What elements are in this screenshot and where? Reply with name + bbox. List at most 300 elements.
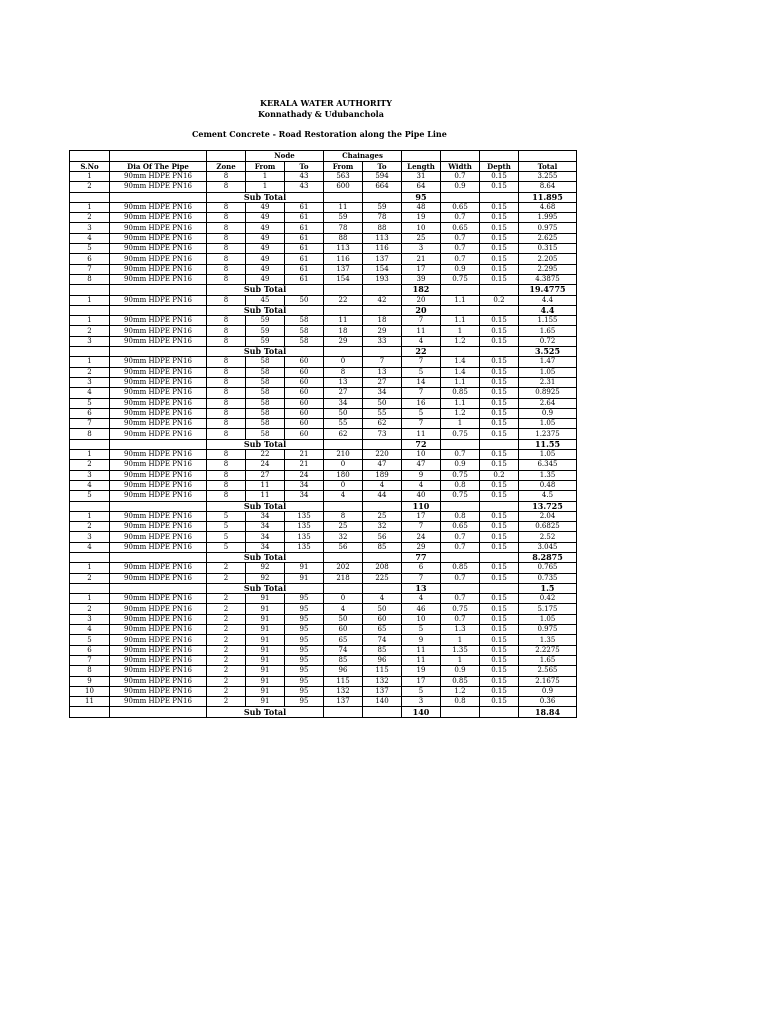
dia-cell: 90mm HDPE PN16 bbox=[110, 542, 207, 552]
node-from-cell: 34 bbox=[246, 542, 285, 552]
dia-cell: 90mm HDPE PN16 bbox=[110, 460, 207, 470]
width-cell: 0.75 bbox=[441, 274, 480, 284]
length-cell: 46 bbox=[402, 604, 441, 614]
document-subtitle: Cement Concrete - Road Restoration along the Pipe Line bbox=[192, 129, 447, 139]
node-from-cell: 49 bbox=[246, 223, 285, 233]
document-location: Konnathady & Udubanchola bbox=[258, 109, 384, 119]
sno-cell: 8 bbox=[70, 429, 110, 439]
depth-cell: 0.15 bbox=[480, 645, 519, 655]
node-from-cell: 49 bbox=[246, 274, 285, 284]
chain-from-cell: 180 bbox=[324, 470, 363, 480]
sno-cell: 2 bbox=[70, 326, 110, 336]
zone-cell: 2 bbox=[207, 686, 246, 696]
depth-cell: 0.15 bbox=[480, 532, 519, 542]
empty-cell bbox=[110, 192, 207, 202]
dia-cell: 90mm HDPE PN16 bbox=[110, 666, 207, 676]
table-row bbox=[70, 408, 577, 418]
table-row bbox=[70, 604, 577, 614]
depth-cell: 0.15 bbox=[480, 316, 519, 326]
total-cell: 4.68 bbox=[519, 202, 577, 212]
table-row bbox=[70, 542, 577, 552]
chain-to-cell: 25 bbox=[363, 511, 402, 521]
depth-cell: 0.15 bbox=[480, 491, 519, 501]
subtotal-label: Sub Total bbox=[207, 552, 324, 562]
empty-cell bbox=[363, 192, 402, 202]
empty-cell bbox=[441, 552, 480, 562]
width-cell: 0.75 bbox=[441, 604, 480, 614]
node-from-cell: 91 bbox=[246, 614, 285, 624]
dia-cell: 90mm HDPE PN16 bbox=[110, 573, 207, 583]
node-from-cell: 58 bbox=[246, 357, 285, 367]
chain-to-cell: 60 bbox=[363, 614, 402, 624]
node-from-cell: 91 bbox=[246, 625, 285, 635]
length-cell: 9 bbox=[402, 470, 441, 480]
depth-cell: 0.15 bbox=[480, 223, 519, 233]
total-cell: 3.255 bbox=[519, 172, 577, 182]
node-from-cell: 11 bbox=[246, 480, 285, 490]
empty-cell bbox=[110, 285, 207, 295]
zone-cell: 8 bbox=[207, 213, 246, 223]
table-row bbox=[70, 388, 577, 398]
total-cell: 2.625 bbox=[519, 233, 577, 243]
chain-from-cell: 0 bbox=[324, 357, 363, 367]
depth-cell: 0.15 bbox=[480, 213, 519, 223]
width-cell: 1.1 bbox=[441, 377, 480, 387]
length-cell: 17 bbox=[402, 264, 441, 274]
width-cell: 0.85 bbox=[441, 676, 480, 686]
chain-to-cell: 85 bbox=[363, 645, 402, 655]
chain-to-cell: 59 bbox=[363, 202, 402, 212]
zone-cell: 8 bbox=[207, 429, 246, 439]
empty-cell bbox=[363, 305, 402, 315]
depth-cell: 0.2 bbox=[480, 295, 519, 305]
zone-cell: 2 bbox=[207, 676, 246, 686]
length-cell: 17 bbox=[402, 676, 441, 686]
total-cell: 8.64 bbox=[519, 182, 577, 192]
zone-cell: 2 bbox=[207, 635, 246, 645]
total-cell: 0.735 bbox=[519, 573, 577, 583]
width-cell: 0.7 bbox=[441, 542, 480, 552]
sno-cell: 8 bbox=[70, 274, 110, 284]
sno-cell: 6 bbox=[70, 645, 110, 655]
node-from-cell: 91 bbox=[246, 697, 285, 707]
chain-from-cell: 0 bbox=[324, 460, 363, 470]
dia-cell: 90mm HDPE PN16 bbox=[110, 686, 207, 696]
width-cell: 0.75 bbox=[441, 429, 480, 439]
length-cell: 5 bbox=[402, 367, 441, 377]
sno-cell: 2 bbox=[70, 367, 110, 377]
zone-cell: 8 bbox=[207, 274, 246, 284]
zone-cell: 5 bbox=[207, 511, 246, 521]
table-row bbox=[70, 274, 577, 284]
table-row bbox=[70, 645, 577, 655]
node-from-cell: 59 bbox=[246, 336, 285, 346]
node-from-cell: 92 bbox=[246, 573, 285, 583]
depth-cell: 0.15 bbox=[480, 511, 519, 521]
total-cell: 1.05 bbox=[519, 419, 577, 429]
table-row bbox=[70, 655, 577, 665]
length-cell: 5 bbox=[402, 686, 441, 696]
zone-cell: 8 bbox=[207, 172, 246, 182]
empty-cell bbox=[324, 192, 363, 202]
node-from-cell: 91 bbox=[246, 645, 285, 655]
zone-cell: 8 bbox=[207, 295, 246, 305]
subtotal-label: Sub Total bbox=[207, 501, 324, 511]
chain-from-cell: 18 bbox=[324, 326, 363, 336]
depth-cell: 0.15 bbox=[480, 377, 519, 387]
chain-to-cell: 113 bbox=[363, 233, 402, 243]
depth-cell: 0.15 bbox=[480, 594, 519, 604]
sno-cell: 7 bbox=[70, 419, 110, 429]
empty-cell bbox=[110, 552, 207, 562]
empty-cell bbox=[110, 305, 207, 315]
chain-from-cell: 85 bbox=[324, 655, 363, 665]
sno-cell: 5 bbox=[70, 244, 110, 254]
table-row bbox=[70, 223, 577, 233]
chain-to-cell: 65 bbox=[363, 625, 402, 635]
zone-cell: 2 bbox=[207, 604, 246, 614]
node-from-cell: 49 bbox=[246, 202, 285, 212]
width-cell: 0.75 bbox=[441, 491, 480, 501]
length-cell: 4 bbox=[402, 594, 441, 604]
depth-cell: 0.15 bbox=[480, 367, 519, 377]
depth-cell: 0.15 bbox=[480, 563, 519, 573]
length-cell: 25 bbox=[402, 233, 441, 243]
total-cell: 0.975 bbox=[519, 223, 577, 233]
zone-cell: 8 bbox=[207, 254, 246, 264]
width-cell: 0.8 bbox=[441, 511, 480, 521]
dia-cell: 90mm HDPE PN16 bbox=[110, 377, 207, 387]
sno-cell: 4 bbox=[70, 542, 110, 552]
depth-cell: 0.15 bbox=[480, 244, 519, 254]
empty-cell bbox=[324, 285, 363, 295]
subtotal-length: 95 bbox=[402, 192, 441, 202]
chain-from-cell: 563 bbox=[324, 172, 363, 182]
chain-from-cell: 132 bbox=[324, 686, 363, 696]
chain-to-cell: 73 bbox=[363, 429, 402, 439]
node-from-cell: 49 bbox=[246, 213, 285, 223]
zone-cell: 8 bbox=[207, 336, 246, 346]
total-cell: 1.05 bbox=[519, 450, 577, 460]
dia-cell: 90mm HDPE PN16 bbox=[110, 604, 207, 614]
subtotal-label: Sub Total bbox=[207, 305, 324, 315]
dia-cell: 90mm HDPE PN16 bbox=[110, 336, 207, 346]
node-to-cell: 58 bbox=[285, 336, 324, 346]
sno-cell: 2 bbox=[70, 573, 110, 583]
width-cell: 1 bbox=[441, 655, 480, 665]
sno-cell: 2 bbox=[70, 604, 110, 614]
total-cell: 0.8925 bbox=[519, 388, 577, 398]
empty-cell bbox=[70, 583, 110, 593]
node-from-cell: 58 bbox=[246, 367, 285, 377]
length-cell: 5 bbox=[402, 625, 441, 635]
zone-cell: 2 bbox=[207, 563, 246, 573]
dia-cell: 90mm HDPE PN16 bbox=[110, 254, 207, 264]
zone-cell: 2 bbox=[207, 573, 246, 583]
chain-to-cell: 13 bbox=[363, 367, 402, 377]
length-cell: 6 bbox=[402, 563, 441, 573]
empty-cell bbox=[110, 583, 207, 593]
subtotal-label: Sub Total bbox=[207, 707, 324, 717]
width-cell: 0.65 bbox=[441, 223, 480, 233]
total-cell: 0.315 bbox=[519, 244, 577, 254]
node-from-cell: 91 bbox=[246, 635, 285, 645]
total-cell: 1.995 bbox=[519, 213, 577, 223]
zone-cell: 2 bbox=[207, 645, 246, 655]
width-cell: 0.85 bbox=[441, 563, 480, 573]
total-cell: 2.04 bbox=[519, 511, 577, 521]
zone-cell: 5 bbox=[207, 542, 246, 552]
dia-cell: 90mm HDPE PN16 bbox=[110, 223, 207, 233]
length-cell: 4 bbox=[402, 480, 441, 490]
chain-from-cell: 0 bbox=[324, 480, 363, 490]
chain-to-cell: 50 bbox=[363, 604, 402, 614]
chain-to-cell: 96 bbox=[363, 655, 402, 665]
table-row bbox=[70, 594, 577, 604]
width-cell: 0.7 bbox=[441, 213, 480, 223]
length-cell: 4 bbox=[402, 336, 441, 346]
width-cell: 1 bbox=[441, 419, 480, 429]
width-cell: 1.2 bbox=[441, 336, 480, 346]
col-length-header: Length bbox=[402, 161, 441, 172]
width-cell: 1.1 bbox=[441, 398, 480, 408]
chain-from-cell: 11 bbox=[324, 316, 363, 326]
node-to-cell: 95 bbox=[285, 604, 324, 614]
total-cell: 2.565 bbox=[519, 666, 577, 676]
length-cell: 7 bbox=[402, 388, 441, 398]
total-cell: 1.65 bbox=[519, 655, 577, 665]
empty-cell bbox=[324, 707, 363, 717]
chain-to-cell: 193 bbox=[363, 274, 402, 284]
length-cell: 48 bbox=[402, 202, 441, 212]
width-cell: 0.7 bbox=[441, 254, 480, 264]
width-cell: 0.7 bbox=[441, 172, 480, 182]
zone-cell: 8 bbox=[207, 316, 246, 326]
subtotal-row bbox=[70, 285, 577, 295]
chain-to-cell: 225 bbox=[363, 573, 402, 583]
node-to-cell: 60 bbox=[285, 419, 324, 429]
sno-cell: 4 bbox=[70, 480, 110, 490]
node-from-cell: 49 bbox=[246, 264, 285, 274]
subtotal-length: 20 bbox=[402, 305, 441, 315]
node-from-cell: 49 bbox=[246, 233, 285, 243]
node-to-cell: 61 bbox=[285, 274, 324, 284]
sno-cell: 1 bbox=[70, 357, 110, 367]
subtotal-total: 1.5 bbox=[519, 583, 577, 593]
node-to-cell: 95 bbox=[285, 645, 324, 655]
node-to-cell: 95 bbox=[285, 686, 324, 696]
subtotal-label: Sub Total bbox=[207, 192, 324, 202]
dia-cell: 90mm HDPE PN16 bbox=[110, 655, 207, 665]
sno-cell: 5 bbox=[70, 635, 110, 645]
node-from-cell: 27 bbox=[246, 470, 285, 480]
width-cell: 0.7 bbox=[441, 233, 480, 243]
table-row bbox=[70, 480, 577, 490]
zone-cell: 8 bbox=[207, 244, 246, 254]
empty-cell bbox=[480, 439, 519, 449]
table-row bbox=[70, 625, 577, 635]
length-cell: 14 bbox=[402, 377, 441, 387]
chain-from-cell: 4 bbox=[324, 604, 363, 614]
node-from-cell: 58 bbox=[246, 429, 285, 439]
node-to-cell: 60 bbox=[285, 388, 324, 398]
node-from-cell: 92 bbox=[246, 563, 285, 573]
empty-cell bbox=[324, 439, 363, 449]
empty-cell bbox=[363, 285, 402, 295]
node-to-cell: 61 bbox=[285, 254, 324, 264]
length-cell: 7 bbox=[402, 419, 441, 429]
total-cell: 2.64 bbox=[519, 398, 577, 408]
total-cell: 2.1675 bbox=[519, 676, 577, 686]
width-cell: 0.7 bbox=[441, 573, 480, 583]
table-row bbox=[70, 450, 577, 460]
chain-to-cell: 56 bbox=[363, 532, 402, 542]
length-cell: 20 bbox=[402, 295, 441, 305]
chain-to-cell: 7 bbox=[363, 357, 402, 367]
zone-cell: 8 bbox=[207, 357, 246, 367]
dia-cell: 90mm HDPE PN16 bbox=[110, 388, 207, 398]
col-dia-header: Dia Of The Pipe bbox=[110, 161, 207, 172]
table-row bbox=[70, 635, 577, 645]
chain-from-cell: 65 bbox=[324, 635, 363, 645]
length-cell: 3 bbox=[402, 697, 441, 707]
sno-cell: 3 bbox=[70, 532, 110, 542]
table-row bbox=[70, 563, 577, 573]
depth-cell: 0.15 bbox=[480, 202, 519, 212]
chain-to-cell: 664 bbox=[363, 182, 402, 192]
total-cell: 2.295 bbox=[519, 264, 577, 274]
table-row bbox=[70, 522, 577, 532]
length-cell: 64 bbox=[402, 182, 441, 192]
chain-to-cell: 88 bbox=[363, 223, 402, 233]
node-from-cell: 58 bbox=[246, 408, 285, 418]
sno-cell: 4 bbox=[70, 625, 110, 635]
depth-cell: 0.15 bbox=[480, 429, 519, 439]
total-cell: 6.345 bbox=[519, 460, 577, 470]
width-cell: 0.7 bbox=[441, 532, 480, 542]
table-row bbox=[70, 326, 577, 336]
sno-cell: 3 bbox=[70, 223, 110, 233]
node-from-cell: 22 bbox=[246, 450, 285, 460]
sno-cell: 5 bbox=[70, 398, 110, 408]
width-cell: 1.2 bbox=[441, 408, 480, 418]
zone-cell: 2 bbox=[207, 594, 246, 604]
width-cell: 1 bbox=[441, 635, 480, 645]
chain-to-cell: 44 bbox=[363, 491, 402, 501]
chain-from-cell: 0 bbox=[324, 594, 363, 604]
node-from-cell: 49 bbox=[246, 254, 285, 264]
dia-cell: 90mm HDPE PN16 bbox=[110, 470, 207, 480]
restoration-table bbox=[69, 150, 577, 718]
dia-cell: 90mm HDPE PN16 bbox=[110, 563, 207, 573]
length-cell: 7 bbox=[402, 316, 441, 326]
total-cell: 1.65 bbox=[519, 326, 577, 336]
empty-cell bbox=[441, 583, 480, 593]
empty-cell bbox=[70, 305, 110, 315]
zone-cell: 8 bbox=[207, 491, 246, 501]
dia-cell: 90mm HDPE PN16 bbox=[110, 213, 207, 223]
dia-cell: 90mm HDPE PN16 bbox=[110, 635, 207, 645]
total-cell: 1.35 bbox=[519, 470, 577, 480]
node-from-cell: 91 bbox=[246, 676, 285, 686]
length-cell: 10 bbox=[402, 614, 441, 624]
width-cell: 0.8 bbox=[441, 697, 480, 707]
total-cell: 0.72 bbox=[519, 336, 577, 346]
length-cell: 31 bbox=[402, 172, 441, 182]
zone-cell: 8 bbox=[207, 398, 246, 408]
zone-cell: 2 bbox=[207, 655, 246, 665]
depth-cell: 0.15 bbox=[480, 408, 519, 418]
node-to-cell: 58 bbox=[285, 326, 324, 336]
sno-cell: 7 bbox=[70, 264, 110, 274]
node-from-cell: 1 bbox=[246, 172, 285, 182]
dia-cell: 90mm HDPE PN16 bbox=[110, 408, 207, 418]
sno-cell: 6 bbox=[70, 408, 110, 418]
width-cell: 0.8 bbox=[441, 480, 480, 490]
node-from-cell: 91 bbox=[246, 594, 285, 604]
zone-cell: 8 bbox=[207, 388, 246, 398]
total-cell: 1.155 bbox=[519, 316, 577, 326]
chain-from-cell: 59 bbox=[324, 213, 363, 223]
node-to-cell: 60 bbox=[285, 398, 324, 408]
depth-cell: 0.15 bbox=[480, 614, 519, 624]
depth-cell: 0.15 bbox=[480, 357, 519, 367]
chain-to-cell: 78 bbox=[363, 213, 402, 223]
table-row bbox=[70, 316, 577, 326]
node-to-cell: 60 bbox=[285, 429, 324, 439]
empty-cell bbox=[480, 501, 519, 511]
depth-cell: 0.15 bbox=[480, 336, 519, 346]
sno-cell: 3 bbox=[70, 470, 110, 480]
table-row bbox=[70, 491, 577, 501]
width-cell: 0.65 bbox=[441, 522, 480, 532]
total-cell: 0.6825 bbox=[519, 522, 577, 532]
subtotal-length: 77 bbox=[402, 552, 441, 562]
col-zone-header: Zone bbox=[207, 161, 246, 172]
chain-to-cell: 594 bbox=[363, 172, 402, 182]
node-to-cell: 95 bbox=[285, 635, 324, 645]
subtotal-total: 3.525 bbox=[519, 347, 577, 357]
depth-cell: 0.15 bbox=[480, 573, 519, 583]
width-cell: 1.35 bbox=[441, 645, 480, 655]
subtotal-row bbox=[70, 192, 577, 202]
dia-cell: 90mm HDPE PN16 bbox=[110, 172, 207, 182]
length-cell: 7 bbox=[402, 357, 441, 367]
node-to-cell: 34 bbox=[285, 480, 324, 490]
length-cell: 7 bbox=[402, 522, 441, 532]
empty-cell bbox=[441, 285, 480, 295]
depth-cell: 0.15 bbox=[480, 264, 519, 274]
node-to-cell: 60 bbox=[285, 357, 324, 367]
node-from-cell: 58 bbox=[246, 388, 285, 398]
depth-cell: 0.15 bbox=[480, 676, 519, 686]
table-row bbox=[70, 573, 577, 583]
subtotal-row bbox=[70, 439, 577, 449]
chain-to-cell: 27 bbox=[363, 377, 402, 387]
empty-cell bbox=[441, 305, 480, 315]
empty-cell bbox=[324, 583, 363, 593]
total-cell: 1.05 bbox=[519, 614, 577, 624]
node-to-cell: 95 bbox=[285, 697, 324, 707]
table-row bbox=[70, 676, 577, 686]
table-row bbox=[70, 697, 577, 707]
sno-cell: 1 bbox=[70, 295, 110, 305]
sno-cell: 1 bbox=[70, 450, 110, 460]
node-to-cell: 24 bbox=[285, 470, 324, 480]
zone-cell: 5 bbox=[207, 532, 246, 542]
table-row bbox=[70, 532, 577, 542]
node-to-cell: 91 bbox=[285, 563, 324, 573]
